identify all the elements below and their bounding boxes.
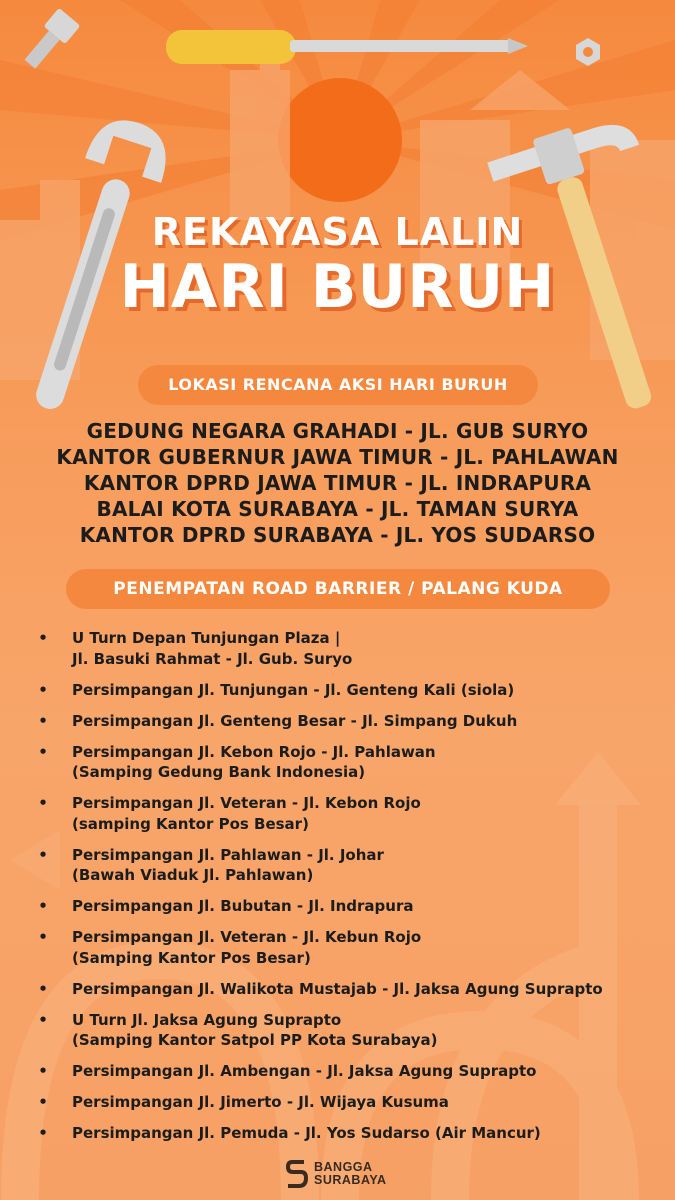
barrier-item [38,845,668,886]
sun-icon [278,78,402,202]
barrier-item [38,742,668,783]
location-item: GEDUNG NEGARA GRAHADI - JL. GUB SURYO [86,419,589,443]
barrier-item-line-1: Persimpangan Jl. Walikota Mustajab - Jl. Jaksa Agung Suprapto [72,979,603,998]
logo-line-1: BANGGA [314,1160,373,1174]
barrier-item-line-1: Persimpangan Jl. Tunjungan - Jl. Genteng Kali (siola) [72,680,515,699]
barrier-item-line-2: (Samping Kantor Satpol PP Kota Surabaya) [72,1031,438,1049]
logo-line-2: SURABAYA [314,1173,387,1187]
section-heading-lokasi: LOKASI RENCANA AKSI HARI BURUH [138,365,538,405]
bullet-icon: • [38,928,48,946]
barrier-item-line-1: Persimpangan Jl. Bubutan - Jl. Indrapura [72,897,414,915]
section-heading-barrier: PENEMPATAN ROAD BARRIER / PALANG KUDA [66,569,610,609]
barrier-item-line-1: Persimpangan Jl. Jimerto - Jl. Wijaya Kusuma [72,1093,449,1111]
barrier-item-line-2: (Bawah Viaduk Jl. Pahlawan) [72,866,314,884]
barrier-item-line-1: Persimpangan Jl. Pemuda - Jl. Yos Sudarso (Air Mancur) [72,1124,541,1142]
location-item: KANTOR GUBERNUR JAWA TIMUR - JL. PAHLAWAN [56,445,619,469]
logo-words [314,1161,387,1187]
barrier-item-line-1: Persimpangan Jl. Veteran - Jl. Kebun Rojo [72,928,422,946]
bullet-icon: • [38,1010,48,1029]
barrier-item [38,1010,668,1051]
bullet-icon: • [38,629,48,647]
barrier-item-line-1: U Turn Jl. Jaksa Agung Suprapto [72,1010,342,1029]
bullet-icon: • [38,845,48,864]
barrier-list [38,628,668,1154]
bolt-icon [19,8,80,73]
barrier-item [38,793,668,834]
location-item: KANTOR DPRD SURABAYA - JL. YOS SUDARSO [79,523,596,547]
title-line-2: HARI BURUH [119,252,556,322]
barrier-item [38,1061,668,1082]
bullet-icon: • [38,1093,48,1111]
location-item: BALAI KOTA SURABAYA - JL. TAMAN SURYA [96,497,579,521]
bangga-surabaya-logo [286,1158,387,1190]
barrier-item-line-1: U Turn Depan Tunjungan Plaza | [72,629,341,647]
barrier-item-line-1: Persimpangan Jl. Ambengan - Jl. Jaksa Agung Suprapto [72,1062,537,1080]
bullet-icon: • [38,979,48,998]
bullet-icon: • [38,897,48,915]
barrier-item [38,711,668,732]
barrier-item [38,927,668,968]
barrier-item-line-2: (Samping Gedung Bank Indonesia) [72,763,366,781]
bullet-icon: • [38,1124,48,1142]
barrier-item-line-1: Persimpangan Jl. Veteran - Jl. Kebon Rojo [72,794,421,812]
barrier-item [38,896,668,917]
barrier-item [38,680,668,701]
bullet-icon: • [38,711,48,730]
nut-icon [576,38,600,66]
barrier-item [38,1092,668,1113]
barrier-item-line-1: Persimpangan Jl. Genteng Besar - Jl. Simpang Dukuh [72,711,518,730]
location-item: KANTOR DPRD JAWA TIMUR - JL. INDRAPURA [83,471,592,495]
location-list [0,418,675,548]
barrier-item-line-2: (samping Kantor Pos Besar) [72,814,309,833]
bullet-icon: • [38,742,48,761]
barrier-item [38,628,668,669]
barrier-item-line-1: Persimpangan Jl. Pahlawan - Jl. Johar [72,845,384,864]
barrier-item-line-1: Persimpangan Jl. Kebon Rojo - Jl. Pahlawan [72,742,436,761]
bullet-icon: • [38,794,48,812]
bullet-icon: • [38,680,48,699]
barrier-item-line-2: Jl. Basuki Rahmat - Jl. Gub. Suryo [72,649,353,668]
barrier-item [38,979,668,1000]
title-line-1: REKAYASA LALIN [151,210,524,254]
bullet-icon: • [38,1062,48,1080]
barrier-item-line-2: (Samping Kantor Pos Besar) [72,948,311,967]
barrier-item [38,1123,668,1144]
logo-mark-icon [286,1159,308,1189]
